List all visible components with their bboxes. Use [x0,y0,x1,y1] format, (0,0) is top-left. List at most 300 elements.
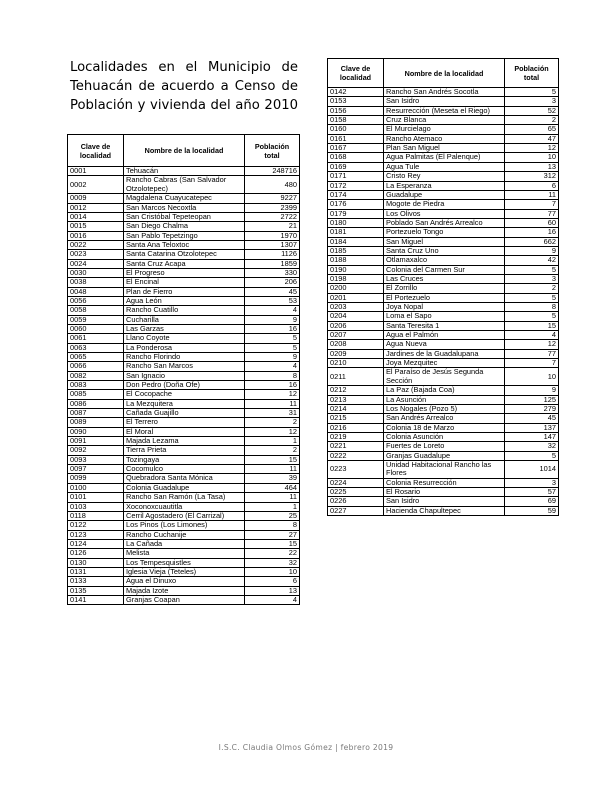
cell-clave: 0101 [68,493,124,502]
cell-clave: 0185 [328,246,384,255]
cell-poblacion: 12 [245,427,300,436]
cell-poblacion: 1126 [245,250,300,259]
cell-poblacion: 16 [245,381,300,390]
cell-clave: 0058 [68,306,124,315]
cell-clave: 0016 [68,231,124,240]
cell-clave: 0167 [328,144,384,153]
cell-poblacion: 137 [505,423,559,432]
cell-clave: 0060 [68,324,124,333]
cell-clave: 0153 [328,97,384,106]
table-row [68,399,300,408]
table-row [68,203,300,212]
table-row [328,190,559,199]
cell-nombre: Melista [124,549,245,558]
cell-clave: 0082 [68,371,124,380]
cell-poblacion: 13 [245,586,300,595]
table-row [68,539,300,548]
cell-poblacion: 147 [505,432,559,441]
table-row [328,404,559,413]
cell-clave: 0014 [68,212,124,221]
cell-nombre: Los Tempesquistles [124,558,245,567]
table-row [328,97,559,106]
table-row [328,116,559,125]
cell-poblacion: 248716 [245,167,300,176]
cell-nombre: Colonia 18 de Marzo [384,423,505,432]
cell-nombre: Magdalena Cuayucatepec [124,194,245,203]
cell-nombre: Don Pedro (Doña Ofe) [124,381,245,390]
table-row [328,451,559,460]
table-row [68,268,300,277]
cell-poblacion: 4 [245,596,300,605]
table-row [328,478,559,487]
cell-clave: 0061 [68,334,124,343]
cell-clave: 0214 [328,404,384,413]
header-nombre: Nombre de la localidad [384,59,505,88]
page-title: Localidades en el Municipio de Tehuacán de acuerdo a Censo de Población y vivienda del año 2010 [70,60,298,113]
cell-clave: 0124 [68,539,124,548]
cell-clave: 0172 [328,181,384,190]
cell-poblacion: 16 [505,228,559,237]
cell-poblacion: 8 [245,371,300,380]
cell-clave: 0188 [328,256,384,265]
cell-poblacion: 69 [505,497,559,506]
cell-poblacion: 9 [505,386,559,395]
table-row [328,256,559,265]
table-row [68,194,300,203]
localities-table-left [67,134,300,605]
table-row [328,162,559,171]
cell-poblacion: 10 [505,368,559,386]
table-row [68,465,300,474]
cell-nombre: San Andrés Arrealco [384,414,505,423]
cell-nombre: Joya Nopal [384,302,505,311]
cell-nombre: Unidad Habitacional Rancho las Flores [384,460,505,478]
cell-nombre: Cruz Blanca [384,116,505,125]
cell-poblacion: 3 [505,97,559,106]
cell-clave: 0083 [68,381,124,390]
table-row [328,246,559,255]
cell-clave: 0063 [68,343,124,352]
table-row [328,331,559,340]
cell-clave: 0156 [328,106,384,115]
cell-nombre: Portezuelo Tongo [384,228,505,237]
cell-nombre: Rancho Atemaco [384,134,505,143]
table-row [328,395,559,404]
cell-nombre: Agua Tule [384,162,505,171]
cell-clave: 0090 [68,427,124,436]
cell-nombre: Guadalupe [384,190,505,199]
cell-poblacion: 3 [505,478,559,487]
table-row [68,446,300,455]
cell-clave: 0002 [68,176,124,194]
table-row [328,88,559,97]
cell-nombre: Cañada Guajillo [124,409,245,418]
table-row [68,493,300,502]
cell-clave: 0207 [328,331,384,340]
table-row [328,228,559,237]
table-row [328,312,559,321]
cell-nombre: Cristo Rey [384,172,505,181]
cell-nombre: Santa Catarina Otzolotepec [124,250,245,259]
table-row [68,567,300,576]
cell-nombre: San Pablo Tepetzingo [124,231,245,240]
table-header-row [328,59,559,88]
cell-nombre: San Marcos Necoxtla [124,203,245,212]
cell-poblacion: 7 [505,200,559,209]
table-row [68,176,300,194]
cell-clave: 0001 [68,167,124,176]
cell-clave: 0227 [328,506,384,515]
cell-poblacion: 65 [505,125,559,134]
cell-clave: 0213 [328,395,384,404]
cell-poblacion: 6 [505,181,559,190]
cell-poblacion: 10 [245,567,300,576]
table-row [68,362,300,371]
table-row [328,144,559,153]
cell-clave: 0015 [68,222,124,231]
table-row [328,368,559,386]
cell-clave: 0091 [68,437,124,446]
cell-poblacion: 45 [245,287,300,296]
cell-poblacion: 59 [505,506,559,515]
cell-nombre: Agua el Dinuxo [124,577,245,586]
cell-clave: 0065 [68,353,124,362]
cell-nombre: El Zorrillo [384,284,505,293]
cell-nombre: El Moral [124,427,245,436]
cell-clave: 0122 [68,521,124,530]
cell-nombre: Agua el Palmón [384,331,505,340]
cell-clave: 0212 [328,386,384,395]
table-row [68,287,300,296]
cell-clave: 0097 [68,465,124,474]
cell-poblacion: 464 [245,483,300,492]
cell-poblacion: 2399 [245,203,300,212]
cell-nombre: Las Cruces [384,274,505,283]
cell-clave: 0056 [68,296,124,305]
cell-clave: 0022 [68,240,124,249]
cell-poblacion: 6 [245,577,300,586]
cell-poblacion: 9 [505,246,559,255]
cell-nombre: El Portezuelo [384,293,505,302]
cell-nombre: San Cristóbal Tepeteopan [124,212,245,221]
cell-poblacion: 1307 [245,240,300,249]
cell-poblacion: 4 [245,362,300,371]
cell-poblacion: 42 [505,256,559,265]
cell-nombre: Plan de Fierro [124,287,245,296]
cell-poblacion: 1 [245,437,300,446]
cell-clave: 0141 [68,596,124,605]
cell-nombre: Colonia Guadalupe [124,483,245,492]
cell-poblacion: 206 [245,278,300,287]
table-row [68,381,300,390]
cell-poblacion: 5 [505,293,559,302]
cell-poblacion: 47 [505,134,559,143]
table-row [328,153,559,162]
cell-clave: 0038 [68,278,124,287]
cell-nombre: Santa Teresita 1 [384,321,505,330]
cell-nombre: Agua Palmitas (El Palenque) [384,153,505,162]
cell-nombre: El Encinal [124,278,245,287]
cell-poblacion: 279 [505,404,559,413]
cell-nombre: Rancho San Andrés Socotla [384,88,505,97]
cell-clave: 0160 [328,125,384,134]
cell-clave: 0161 [328,134,384,143]
table-row [328,349,559,358]
cell-nombre: Rancho Florindo [124,353,245,362]
cell-nombre: Santa Cruz Uno [384,246,505,255]
cell-poblacion: 22 [245,549,300,558]
table-row [68,455,300,464]
cell-clave: 0024 [68,259,124,268]
cell-clave: 0048 [68,287,124,296]
cell-nombre: Cerril Agostadero (El Carrizal) [124,511,245,520]
table-row [328,284,559,293]
cell-clave: 0012 [68,203,124,212]
cell-poblacion: 15 [245,455,300,464]
cell-nombre: Quebradora Santa Mónica [124,474,245,483]
cell-poblacion: 1 [245,502,300,511]
cell-poblacion: 5 [505,312,559,321]
cell-nombre: Los Olivos [384,209,505,218]
cell-nombre: Plan San Miguel [384,144,505,153]
cell-poblacion: 2 [505,116,559,125]
cell-clave: 0059 [68,315,124,324]
cell-nombre: Agua León [124,296,245,305]
cell-clave: 0204 [328,312,384,321]
cell-poblacion: 4 [505,331,559,340]
table-row [328,200,559,209]
cell-clave: 0221 [328,442,384,451]
cell-poblacion: 9 [245,353,300,362]
cell-nombre: Rancho San Marcos [124,362,245,371]
cell-clave: 0092 [68,446,124,455]
cell-nombre: Las Garzas [124,324,245,333]
cell-clave: 0131 [68,567,124,576]
table-row [328,359,559,368]
cell-nombre: Colonia Resurrección [384,478,505,487]
cell-poblacion: 125 [505,395,559,404]
cell-poblacion: 16 [245,324,300,333]
cell-poblacion: 11 [245,465,300,474]
cell-nombre: La Ponderosa [124,343,245,352]
table-row [328,442,559,451]
cell-clave: 0174 [328,190,384,199]
cell-poblacion: 53 [245,296,300,305]
cell-poblacion: 5 [505,265,559,274]
cell-nombre: Iglesia Vieja (Teteles) [124,567,245,576]
cell-poblacion: 11 [245,399,300,408]
cell-poblacion: 8 [505,302,559,311]
cell-poblacion: 312 [505,172,559,181]
table-row [68,240,300,249]
cell-nombre: Rancho San Ramón (La Tasa) [124,493,245,502]
cell-clave: 0009 [68,194,124,203]
cell-poblacion: 9227 [245,194,300,203]
cell-poblacion: 11 [505,190,559,199]
cell-nombre: Rancho Cuatillo [124,306,245,315]
cell-poblacion: 57 [505,488,559,497]
table-row [68,390,300,399]
cell-nombre: Cocomulco [124,465,245,474]
cell-clave: 0066 [68,362,124,371]
cell-nombre: Joya Mezquitec [384,359,505,368]
cell-clave: 0210 [328,359,384,368]
table-row [68,596,300,605]
cell-nombre: La Paz (Bajada Coa) [384,386,505,395]
cell-nombre: Los Nogales (Pozo 5) [384,404,505,413]
cell-poblacion: 77 [505,209,559,218]
table-row [68,502,300,511]
cell-nombre: La Asunción [384,395,505,404]
cell-clave: 0023 [68,250,124,259]
page-footer: I.S.C. Claudia Olmos Gómez | febrero 2019 [218,743,394,752]
cell-poblacion: 12 [505,340,559,349]
table-row [68,250,300,259]
cell-nombre: Majada Izote [124,586,245,595]
cell-clave: 0176 [328,200,384,209]
cell-poblacion: 2 [505,284,559,293]
header-poblacion: Población total [245,135,300,167]
table-row [328,340,559,349]
cell-nombre: Rancho Cabras (San Salvador Otzolotepec) [124,176,245,194]
table-row [328,497,559,506]
cell-nombre: Tierra Prieta [124,446,245,455]
table-row [68,549,300,558]
cell-nombre: San Isidro [384,97,505,106]
cell-nombre: Colonia Asunción [384,432,505,441]
cell-clave: 0222 [328,451,384,460]
table-row [68,418,300,427]
cell-poblacion: 21 [245,222,300,231]
cell-nombre: Majada Lezama [124,437,245,446]
cell-nombre: Rancho Cuchanije [124,530,245,539]
table-row [68,324,300,333]
cell-nombre: San Isidro [384,497,505,506]
table-row [68,530,300,539]
cell-poblacion: 3 [505,274,559,283]
cell-clave: 0224 [328,478,384,487]
table-row [68,558,300,567]
cell-clave: 0223 [328,460,384,478]
cell-poblacion: 10 [505,153,559,162]
cell-poblacion: 45 [505,414,559,423]
cell-clave: 0198 [328,274,384,283]
cell-nombre: Jardines de la Guadalupana [384,349,505,358]
table-row [68,409,300,418]
table-row [68,278,300,287]
cell-nombre: El Paraíso de Jesús Segunda Sección [384,368,505,386]
cell-clave: 0135 [68,586,124,595]
table-row [68,296,300,305]
table-row [68,483,300,492]
cell-poblacion: 25 [245,511,300,520]
table-row [328,274,559,283]
table-row [328,423,559,432]
cell-nombre: Santa Ana Teloxtoc [124,240,245,249]
table-row [328,125,559,134]
cell-poblacion: 2722 [245,212,300,221]
table-row [68,167,300,176]
table-row [68,511,300,520]
cell-poblacion: 5 [245,334,300,343]
cell-clave: 0168 [328,153,384,162]
header-clave: Clave de localidad [328,59,384,88]
cell-nombre: Santa Cruz Acapa [124,259,245,268]
table-row [68,334,300,343]
cell-clave: 0086 [68,399,124,408]
table-row [328,460,559,478]
table-row [328,293,559,302]
table-row [328,506,559,515]
cell-clave: 0225 [328,488,384,497]
table-row [328,181,559,190]
cell-poblacion: 27 [245,530,300,539]
table-row [328,134,559,143]
cell-clave: 0208 [328,340,384,349]
cell-nombre: La Cañada [124,539,245,548]
cell-clave: 0211 [328,368,384,386]
cell-poblacion: 2 [245,446,300,455]
cell-poblacion: 662 [505,237,559,246]
cell-clave: 0203 [328,302,384,311]
table-row [68,427,300,436]
table-row [68,371,300,380]
table-row [68,521,300,530]
cell-poblacion: 2 [245,418,300,427]
cell-poblacion: 11 [245,493,300,502]
cell-poblacion: 8 [245,521,300,530]
cell-nombre: Otlamaxalco [384,256,505,265]
cell-poblacion: 7 [505,359,559,368]
cell-poblacion: 32 [245,558,300,567]
cell-clave: 0099 [68,474,124,483]
cell-poblacion: 31 [245,409,300,418]
cell-clave: 0089 [68,418,124,427]
cell-clave: 0179 [328,209,384,218]
cell-clave: 0093 [68,455,124,464]
cell-clave: 0206 [328,321,384,330]
cell-clave: 0190 [328,265,384,274]
cell-poblacion: 1859 [245,259,300,268]
cell-nombre: La Mezquitera [124,399,245,408]
cell-poblacion: 52 [505,106,559,115]
cell-nombre: Loma el Sapo [384,312,505,321]
cell-nombre: San Miguel [384,237,505,246]
table-row [328,172,559,181]
cell-poblacion: 4 [245,306,300,315]
table-row [68,222,300,231]
cell-clave: 0181 [328,228,384,237]
cell-nombre: Poblado San Andrés Arrealco [384,218,505,227]
table-row [328,414,559,423]
table-row [68,474,300,483]
cell-nombre: Granjas Guadalupe [384,451,505,460]
cell-clave: 0215 [328,414,384,423]
table-row [68,231,300,240]
cell-clave: 0209 [328,349,384,358]
cell-poblacion: 60 [505,218,559,227]
cell-clave: 0133 [68,577,124,586]
cell-poblacion: 9 [245,315,300,324]
cell-nombre: Resurrección (Meseta el Riego) [384,106,505,115]
table-row [68,343,300,352]
table-row [68,212,300,221]
table-row [328,237,559,246]
table-row [68,586,300,595]
cell-nombre: Llano Coyote [124,334,245,343]
table-row [328,386,559,395]
table-row [328,432,559,441]
